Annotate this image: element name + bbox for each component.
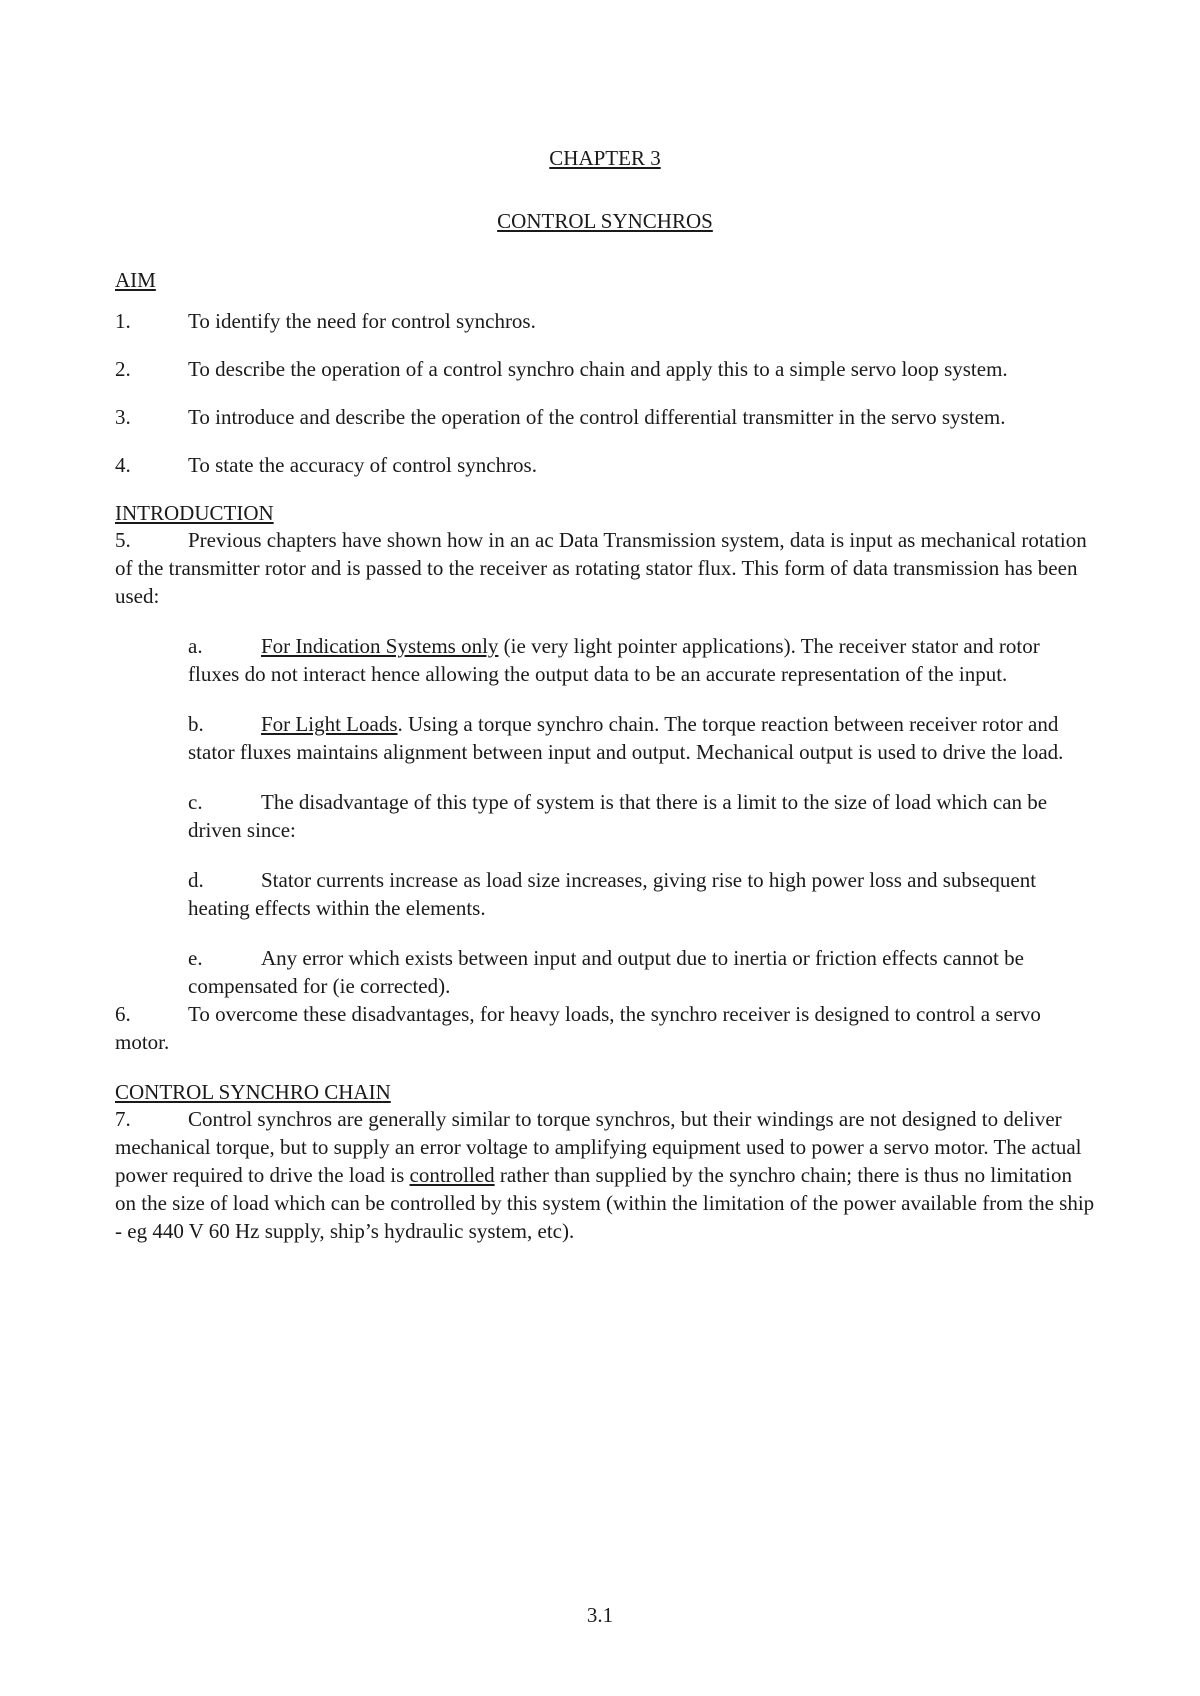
aim-list bbox=[115, 307, 1095, 479]
paragraph-6: 6. To overcome these disadvantages, for heavy loads, the synchro receiver is designed to control a servo motor. bbox=[115, 1002, 1041, 1054]
document-page bbox=[115, 140, 1095, 1245]
sub-item-d: d. Stator currents increase as load size increases, giving rise to high power loss and subsequent heating effects within the elements. bbox=[188, 868, 1037, 920]
sub-item-b: b. For Light Loads. Using a torque synchro chain. The torque reaction between receiver rotor and stator fluxes maintains alignment between input and output. Mechanical output is used to drive the load. bbox=[188, 712, 1064, 764]
aim-item-1: 1. To identify the need for control synchros. bbox=[115, 309, 536, 333]
chapter-title: CONTROL SYNCHROS bbox=[497, 209, 713, 233]
introduction-heading: INTRODUCTION bbox=[115, 501, 274, 525]
aim-item-4: 4. To state the accuracy of control synchros. bbox=[115, 453, 537, 477]
paragraph-7: 7. Control synchros are generally similar to torque synchros, but their windings are not designed to deliver mechanical torque, but to supply an error voltage to amplifying equipment used to power a servo motor. The actual power required to drive the load is controlled rather than supplied by the synchro chain; there is thus no limitation on the size of load which can be controlled by this system (within the limitation of the power available from the ship - eg 440 V 60 Hz supply, ship’s hydraulic system, etc). bbox=[115, 1107, 1095, 1243]
paragraph-5: 5. Previous chapters have shown how in an ac Data Transmission system, data is input as mechanical rotation of the transmitter rotor and is passed to the receiver as rotating stator flux. This form of data transmission has been used: bbox=[115, 528, 1087, 608]
sub-item-a: a. For Indication Systems only (ie very light pointer applications). The receiver stator and rotor fluxes do not interact hence allowing the output data to be an accurate representation of the input. bbox=[188, 634, 1040, 686]
aim-item-3: 3. To introduce and describe the operation of the control differential transmitter in the servo system. bbox=[115, 405, 1006, 429]
sub-item-e: e. Any error which exists between input and output due to inertia or friction effects cannot be compensated for (ie corrected). bbox=[188, 946, 1024, 998]
control-synchro-chain-heading: CONTROL SYNCHRO CHAIN bbox=[115, 1080, 391, 1104]
sub-list bbox=[188, 632, 1095, 1000]
sub-item-c: c. The disadvantage of this type of system is that there is a limit to the size of load which can be driven since: bbox=[188, 790, 1048, 842]
page-number: 3.1 bbox=[586, 1603, 614, 1627]
aim-heading: AIM bbox=[115, 268, 156, 292]
aim-item-2: 2. To describe the operation of a control synchro chain and apply this to a simple servo loop system. bbox=[115, 357, 1008, 381]
chapter-number: CHAPTER 3 bbox=[549, 146, 661, 170]
